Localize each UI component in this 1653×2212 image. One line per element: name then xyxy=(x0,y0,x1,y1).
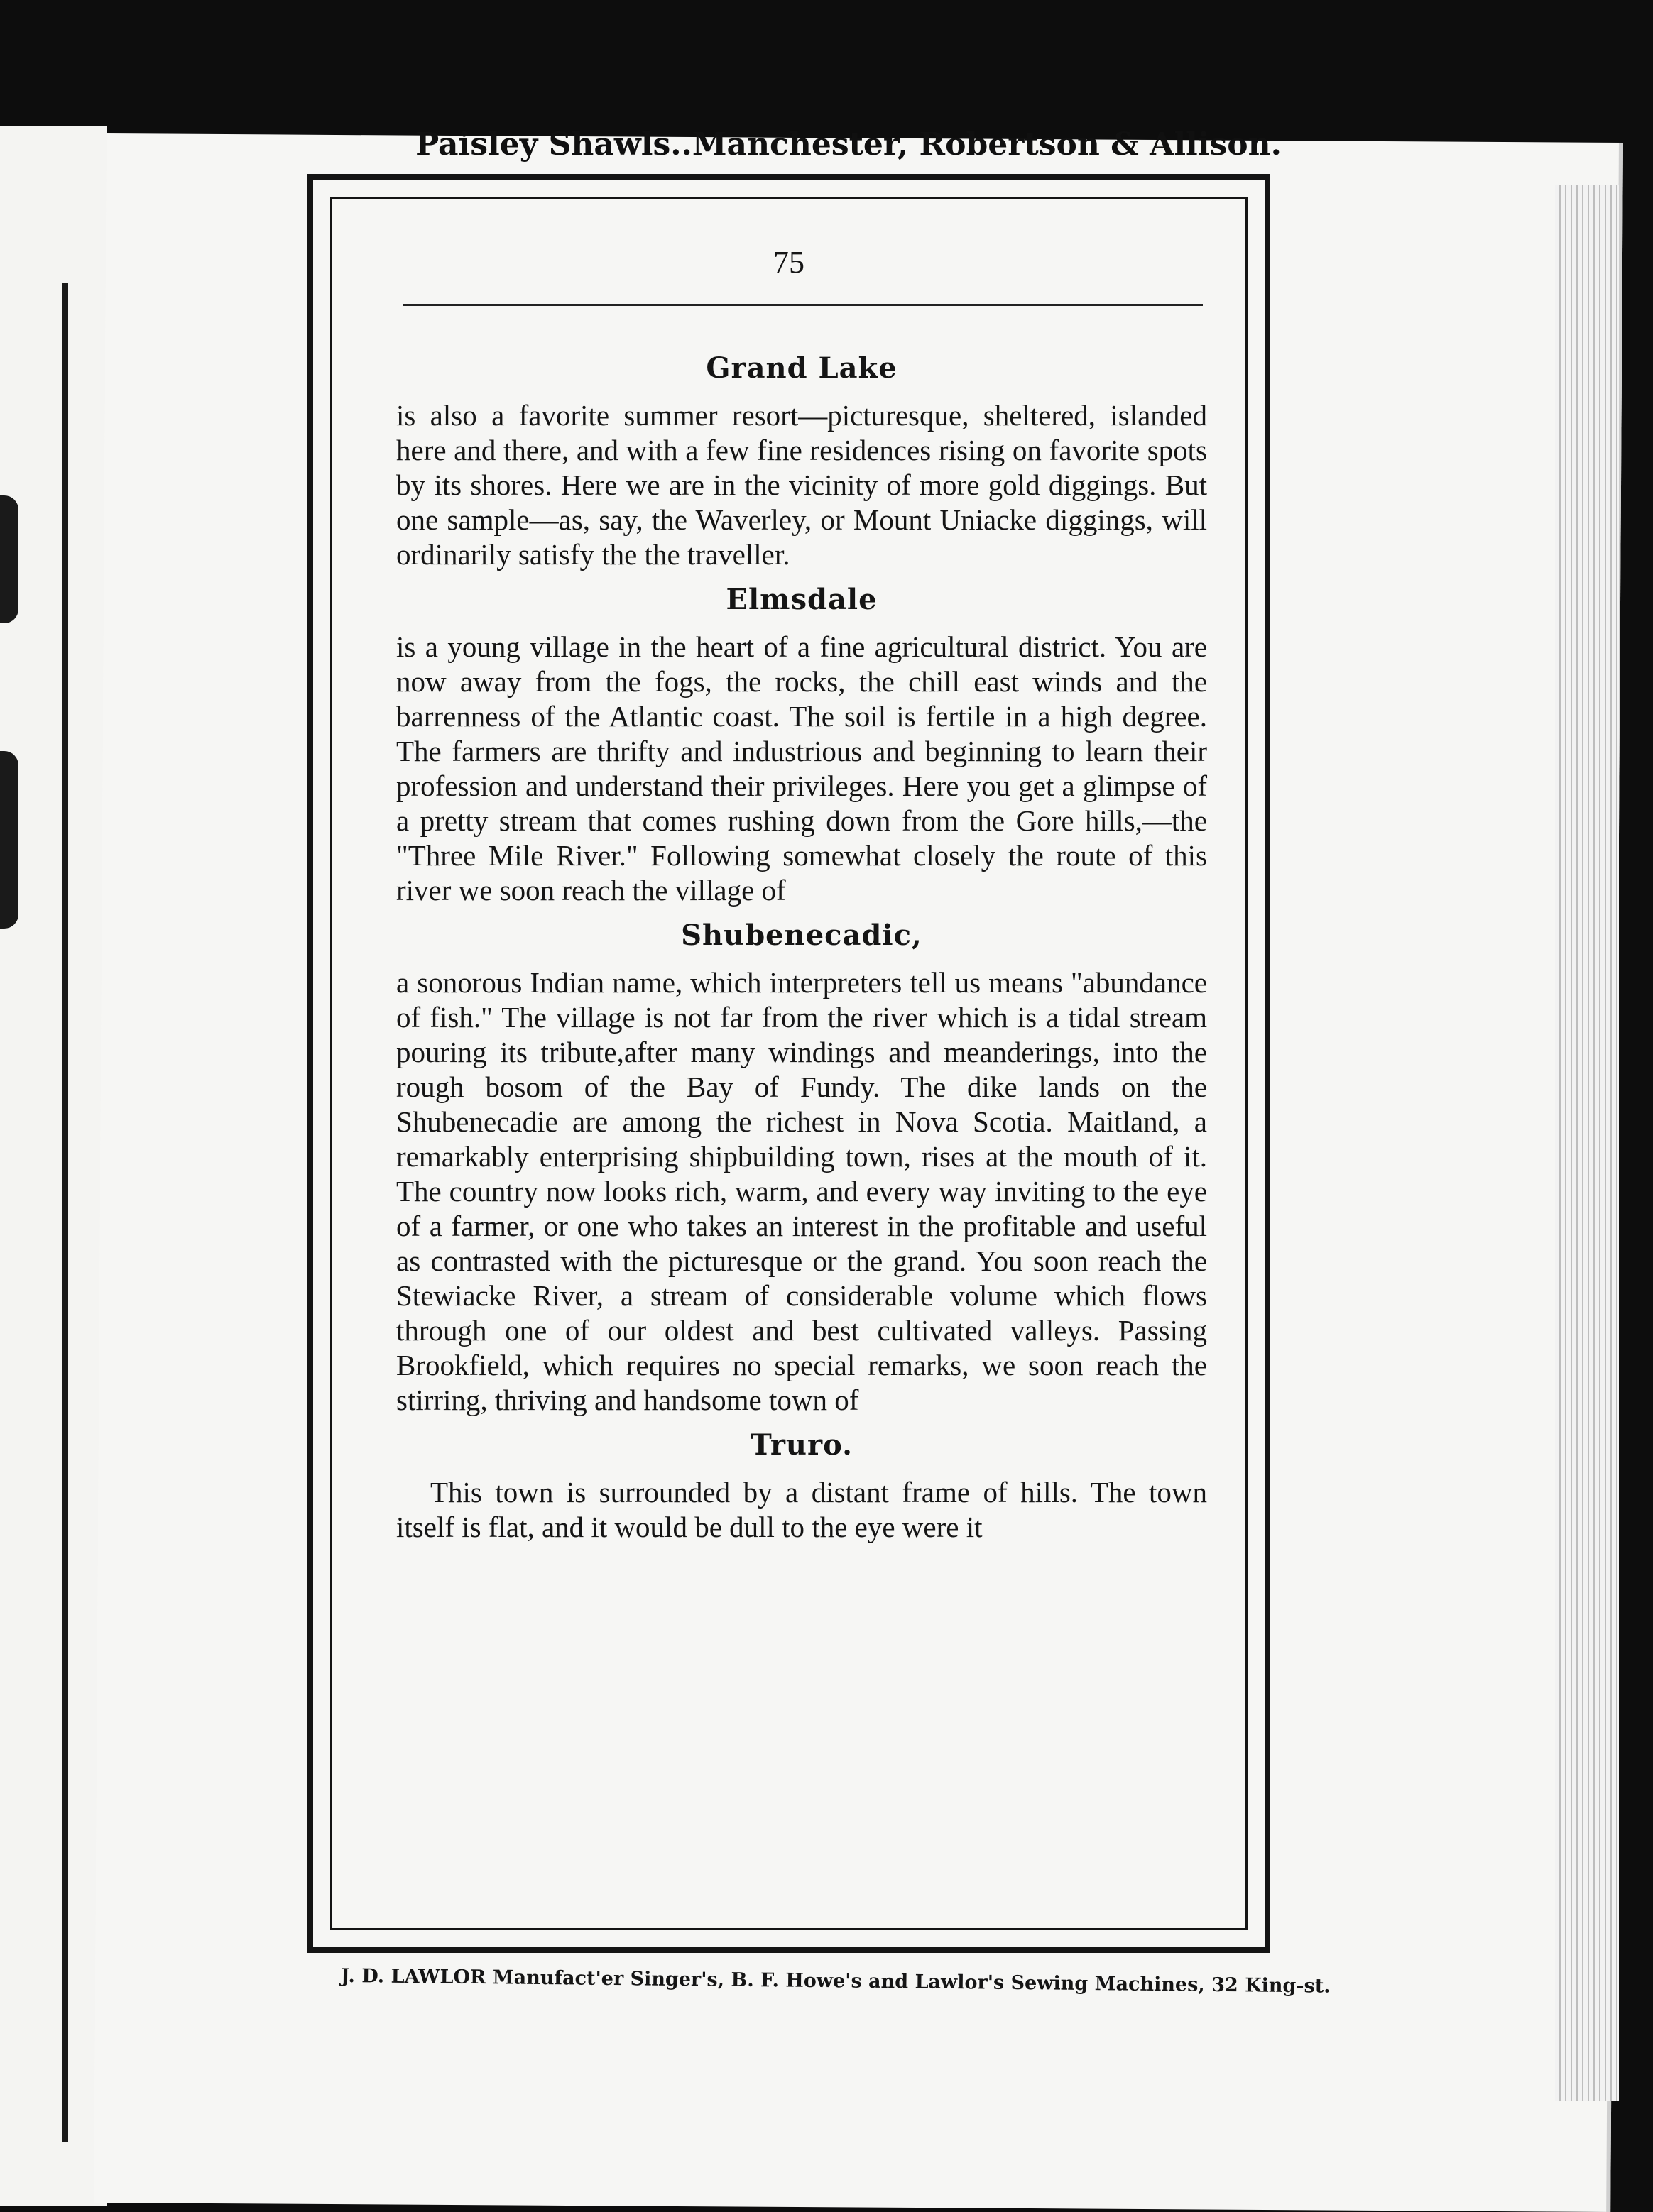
facing-page-ornament xyxy=(0,495,18,623)
page-stack-edges xyxy=(1555,185,1619,2101)
page-frame-inner xyxy=(330,197,1248,1930)
body-text xyxy=(396,341,1207,1545)
page-frame xyxy=(307,174,1270,1953)
facing-page-border-rule xyxy=(62,283,68,2142)
section-heading: Truro. xyxy=(751,1428,853,1462)
header-rule xyxy=(403,304,1203,306)
section-heading: Grand Lake xyxy=(706,351,898,385)
running-footer: J. D. LAWLOR Manufact'er Singer's, B. F. Howe's and Lawlor's Sewing Machines, 32 King-st. xyxy=(340,1965,1331,1998)
section-paragraph: is a young village in the heart of a fine agricultural district. You are now away from the fogs, the rocks, the chill east winds and the barrenness of the Atlantic coast. The soil is fertile in a high degree. The farmers are thrifty and industrious and beginning to learn their profession and understand their privileges. Here you get a glimpse of a pretty stream that comes rushing down from the Gore hills,—the "Three Mile River." Following somewhat closely the route of this river we soon reach the village of xyxy=(396,630,1207,907)
page-number: 75 xyxy=(773,245,804,280)
section-paragraph: This town is surrounded by a distant frame of hills. The town itself is flat, and it would be dull to the eye were it xyxy=(396,1476,1207,1543)
section-paragraph: a sonorous Indian name, which interpreters tell us means "abundance of fish." The village is not far from the river which is a tidal stream pouring its tribute,after many windings and meanderings, into the rough bosom of the Bay of Fundy. The dike lands on the Shubenecadie are among the richest in Nova Scotia. Maitland, a remarkably enterprising shipbuilding town, rises at the mouth of it. The country now looks rich, warm, and every way inviting to the eye of a farmer, or one who takes an interest in the profitable and useful as contrasted with the picturesque or the grand. You soon reach the Stewiacke River, a stream of considerable volume which flows through one of our oldest and best cultivated valleys. Passing Brookfield, which requires no special remarks, we soon reach the stirring, thriving and handsome town of xyxy=(396,966,1207,1416)
facing-page-edge xyxy=(0,126,107,2206)
running-header: Paisley Shawls..Manchester, Robertson & Allison. xyxy=(415,126,1282,163)
facing-page-ornament xyxy=(0,751,18,929)
section-heading: Shubenecadic, xyxy=(681,919,922,952)
section-heading: Elmsdale xyxy=(726,583,878,616)
section-paragraph: is also a favorite summer resort—picturesque, sheltered, islanded here and there, and with a few fine residences rising on favorite spots by its shores. Here we are in the vicinity of more gold diggings. But one sample—as, say, the Waverley, or Mount Uniacke diggings, will ordinarily satisfy the the traveller. xyxy=(396,399,1207,571)
